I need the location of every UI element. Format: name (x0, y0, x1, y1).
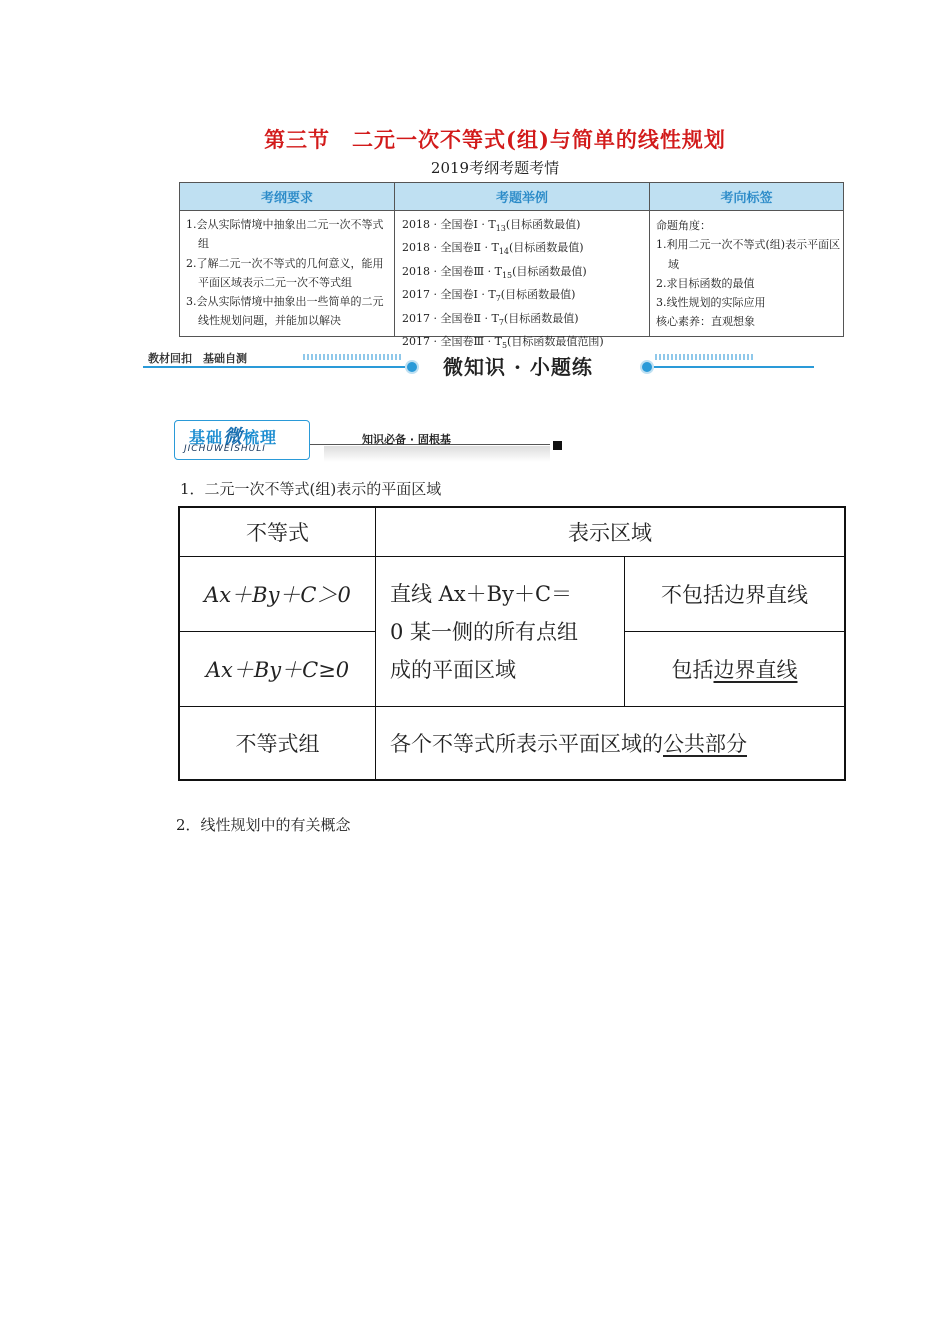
banner-line-left (143, 366, 405, 368)
header-tags: 考向标签 (650, 183, 843, 210)
region-table (178, 506, 846, 781)
tags-cell (656, 210, 842, 336)
requirement-item: 3.会从实际情境中抽象出一些简单的二元线性规划问题，并能加以解决 (186, 295, 384, 328)
banner-dots-right (655, 354, 755, 360)
section-tagline: 知识必备 · 固根基 (362, 433, 451, 446)
banner-line-right (654, 366, 814, 368)
tag-item: 3.线性规划的实际应用 (656, 296, 766, 310)
exam-info-table (179, 182, 844, 351)
exam-example-row: 2017 · 全国卷Ⅱ · $T_7$(目标函数最值) (402, 311, 579, 328)
system-region-description: 各个不等式所表示平面区域的 公共部分 (390, 732, 747, 756)
heading-linear-programming: 2．线性规划中的有关概念 (176, 816, 351, 834)
section-badge-pinyin: JICHUWEISHULI (184, 444, 266, 454)
page-subtitle: 2019考纲考题考情 (430, 159, 560, 177)
banner-circle-right (640, 360, 654, 374)
header-requirements: 考纲要求 (180, 183, 394, 210)
exam-example-row: 2017 · 全国卷Ⅰ · $T_7$(目标函数最值) (402, 288, 576, 304)
header-region: 表示区域 (568, 521, 652, 545)
tag-item: 2.求目标函数的最值 (656, 276, 755, 290)
banner-title: 微知识 · 小题练 (443, 355, 593, 379)
exam-example-row: 2018 · 全国卷Ⅰ · $T_{13}$(目标函数最值) (402, 218, 581, 234)
banner-dots-left (303, 354, 403, 360)
exam-example-row: 2017 · 全国卷Ⅲ · $T_5$(目标函数最值范围) (402, 335, 604, 351)
boundary-included: 包括 边界直线 (671, 658, 798, 682)
exam-example-row: 2018 · 全国卷Ⅲ · $T_{15}$(目标函数最值) (402, 264, 587, 281)
inequality-strict: Ax＋By＋C＞0 (204, 583, 351, 607)
section-badge-title: 基础微梳理 (189, 426, 278, 448)
heading-plane-region: 1．二元一次不等式(组)表示的平面区域 (180, 480, 442, 498)
section-banner (143, 346, 815, 386)
page-title: 第三节 二元一次不等式(组)与简单的线性规划 (264, 127, 726, 152)
banner-circle-left (405, 360, 419, 374)
shared-region-description: 直线 Ax＋By＋C＝ 0 某一侧的所有点组 成的平面区域 (390, 581, 579, 682)
inequality-nonstrict: Ax＋By＋C≥0 (205, 658, 350, 682)
tags-intro: 命题角度： (656, 219, 711, 232)
examples-cell (402, 210, 648, 351)
section-heading (174, 420, 564, 464)
tags-core: 核心素养：直观想象 (656, 315, 755, 329)
requirement-item: 1.会从实际情境中抽象出二元一次不等式组 (186, 218, 384, 251)
exam-example-row: 2018 · 全国卷Ⅱ · $T_{14}$(目标函数最值) (402, 241, 584, 257)
header-examples: 考题举例 (395, 183, 649, 210)
requirement-item: 2.了解二元一次不等式的几何意义，能用平面区域表示二元一次不等式组 (186, 256, 384, 289)
square-marker-icon (553, 441, 562, 450)
tag-item: 1.利用二元一次不等式(组)表示平面区域 (656, 238, 841, 271)
banner-left-label: 教材回扣 基础自测 (148, 352, 247, 365)
inequality-system: 不等式组 (235, 732, 320, 756)
requirements-cell (186, 210, 394, 336)
header-inequality: 不等式 (246, 521, 309, 545)
boundary-excluded: 不包括边界直线 (661, 583, 808, 607)
